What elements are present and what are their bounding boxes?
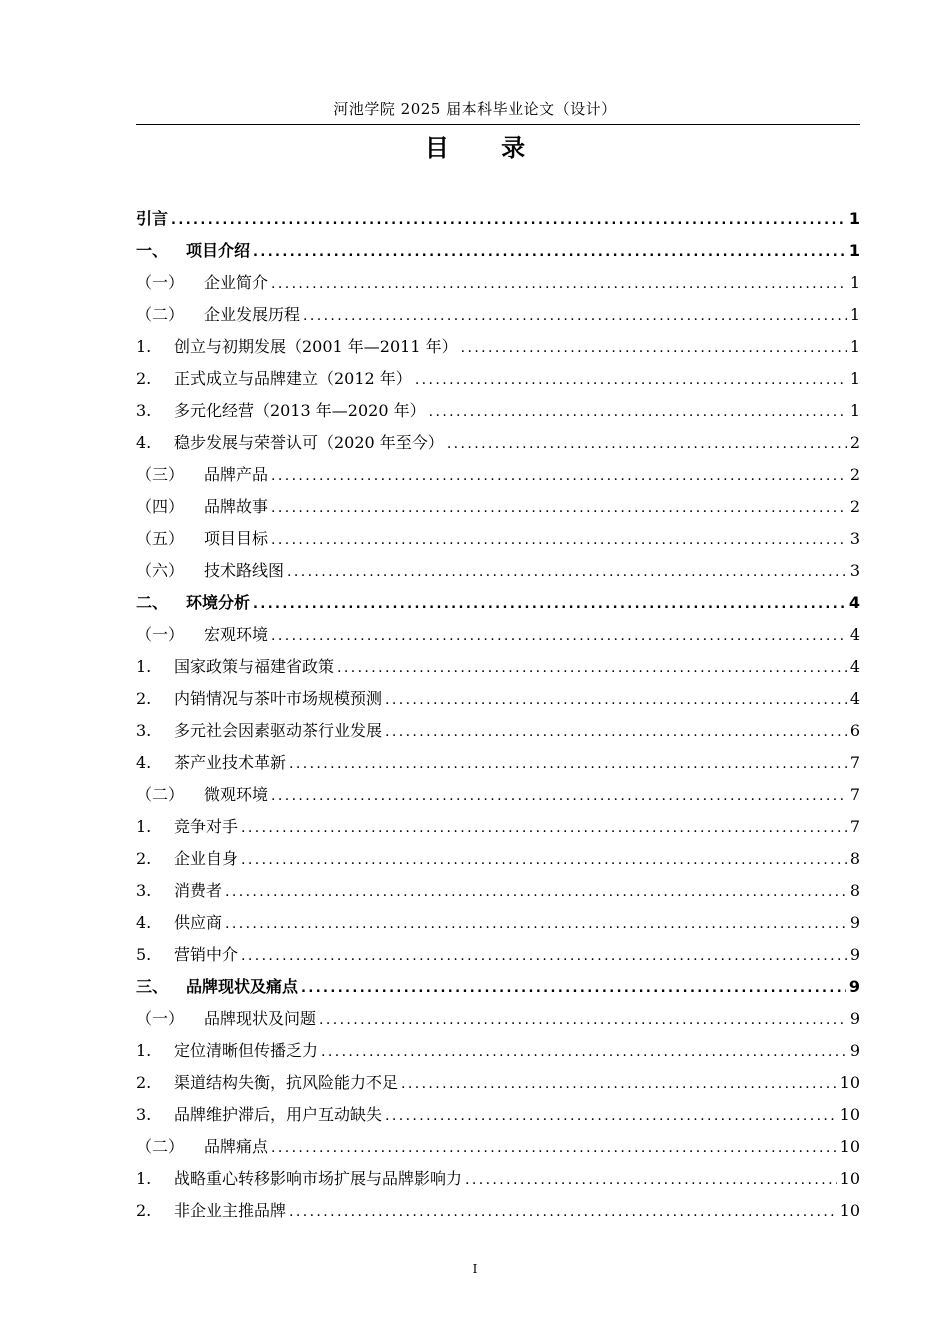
toc-entry[interactable] xyxy=(136,459,860,491)
toc-entry-page: 3 xyxy=(849,529,860,548)
toc-leader-dots xyxy=(289,1196,837,1227)
toc-entry-number: 4. xyxy=(136,753,152,772)
footer-page-number: I xyxy=(472,1262,478,1276)
header-rule xyxy=(136,124,860,125)
toc-list xyxy=(136,203,860,1227)
toc-leader-dots xyxy=(287,556,847,587)
toc-entry-number: 3. xyxy=(136,1105,152,1124)
toc-leader-dots xyxy=(385,684,847,715)
toc-entry-title: 品牌现状及问题 xyxy=(204,1009,317,1028)
toc-leader-dots xyxy=(401,1068,837,1099)
toc-leader-dots xyxy=(241,812,847,843)
toc-entry-page: 10 xyxy=(839,1073,860,1092)
toc-entry-title: 企业发展历程 xyxy=(204,305,301,324)
toc-entry-title: 环境分析 xyxy=(186,593,251,612)
toc-entry-number: 2. xyxy=(136,1201,152,1220)
toc-leader-dots xyxy=(271,492,847,523)
toc-entry[interactable] xyxy=(136,683,860,715)
toc-entry-number: （六） xyxy=(136,561,185,580)
toc-entry-title: 引言 xyxy=(136,209,169,228)
toc-entry[interactable] xyxy=(136,267,860,299)
toc-entry-title: 供应商 xyxy=(174,913,223,932)
toc-leader-dots xyxy=(271,620,847,651)
toc-entry-title: 内销情况与茶叶市场规模预测 xyxy=(174,689,383,708)
toc-entry-number: （五） xyxy=(136,529,185,548)
toc-entry-page: 2 xyxy=(849,497,860,516)
toc-leader-dots xyxy=(385,716,847,747)
toc-entry-number: 2. xyxy=(136,369,152,388)
toc-entry[interactable] xyxy=(136,363,860,395)
toc-leader-dots xyxy=(301,973,846,1003)
toc-entry-page: 7 xyxy=(849,817,860,836)
toc-entry-number: 2. xyxy=(136,689,152,708)
toc-leader-dots xyxy=(461,332,847,363)
toc-entry-title: 多元化经营（2013 年—2020 年） xyxy=(174,401,426,420)
toc-entry-page: 1 xyxy=(849,305,860,324)
toc-leader-dots xyxy=(171,205,846,235)
toc-entry-number: 1. xyxy=(136,817,152,836)
toc-entry-title: 宏观环境 xyxy=(204,625,269,644)
toc-entry-page: 10 xyxy=(839,1201,860,1220)
toc-leader-dots xyxy=(321,1036,847,1067)
header-text: 河池学院 2025 届本科毕业论文（设计） xyxy=(333,100,617,118)
toc-entry[interactable] xyxy=(136,939,860,971)
toc-entry[interactable] xyxy=(136,1003,860,1035)
toc-entry-title: 渠道结构失衡，抗风险能力不足 xyxy=(174,1073,399,1092)
toc-entry-page: 4 xyxy=(849,689,860,708)
toc-entry-number: （二） xyxy=(136,1137,185,1156)
toc-entry-number: 3. xyxy=(136,721,152,740)
toc-entry-title: 品牌维护滞后，用户互动缺失 xyxy=(174,1105,383,1124)
toc-leader-dots xyxy=(225,876,847,907)
toc-entry-page: 10 xyxy=(839,1169,860,1188)
toc-entry-title: 非企业主推品牌 xyxy=(174,1201,287,1220)
toc-leader-dots xyxy=(253,237,846,267)
toc-entry-page: 9 xyxy=(848,977,860,996)
toc-entry[interactable] xyxy=(136,555,860,587)
toc-entry[interactable] xyxy=(136,715,860,747)
toc-entry[interactable] xyxy=(136,971,860,1003)
toc-entry[interactable] xyxy=(136,523,860,555)
toc-entry[interactable] xyxy=(136,427,860,459)
toc-entry-page: 1 xyxy=(849,401,860,420)
toc-entry[interactable] xyxy=(136,1163,860,1195)
toc-leader-dots xyxy=(225,908,847,939)
toc-entry-page: 4 xyxy=(849,625,860,644)
toc-entry[interactable] xyxy=(136,1195,860,1227)
toc-entry-title: 国家政策与福建省政策 xyxy=(174,657,335,676)
toc-title: 目 录 xyxy=(424,134,548,162)
toc-entry-page: 9 xyxy=(849,945,860,964)
toc-entry-page: 10 xyxy=(839,1105,860,1124)
toc-entry-page: 8 xyxy=(849,849,860,868)
toc-entry-page: 4 xyxy=(848,593,860,612)
toc-entry-page: 7 xyxy=(849,785,860,804)
toc-entry-number: （一） xyxy=(136,625,185,644)
toc-leader-dots xyxy=(303,300,847,331)
toc-leader-dots xyxy=(271,1132,837,1163)
toc-entry-number: （二） xyxy=(136,785,185,804)
toc-entry[interactable] xyxy=(136,203,860,235)
toc-entry-number: 1. xyxy=(136,337,152,356)
toc-entry-page: 1 xyxy=(848,241,860,260)
toc-entry-page: 10 xyxy=(839,1137,860,1156)
toc-entry-title: 项目介绍 xyxy=(186,241,251,260)
toc-entry-number: （三） xyxy=(136,465,185,484)
toc-leader-dots xyxy=(241,940,847,971)
toc-leader-dots xyxy=(447,428,847,459)
toc-entry[interactable] xyxy=(136,843,860,875)
toc-leader-dots xyxy=(271,524,847,555)
toc-entry-page: 7 xyxy=(849,753,860,772)
toc-entry[interactable] xyxy=(136,651,860,683)
toc-entry-title: 营销中介 xyxy=(174,945,239,964)
toc-entry-number: （一） xyxy=(136,273,185,292)
toc-entry[interactable] xyxy=(136,1099,860,1131)
toc-entry-page: 1 xyxy=(849,337,860,356)
toc-entry[interactable] xyxy=(136,491,860,523)
toc-entry-title: 稳步发展与荣誉认可（2020 年至今） xyxy=(174,433,444,452)
toc-entry-number: 1. xyxy=(136,1169,152,1188)
toc-entry-page: 3 xyxy=(849,561,860,580)
toc-entry-page: 1 xyxy=(849,369,860,388)
toc-entry-number: 三、 xyxy=(136,977,169,996)
toc-entry-title: 消费者 xyxy=(174,881,223,900)
toc-entry-title: 技术路线图 xyxy=(204,561,285,580)
toc-entry-title: 项目目标 xyxy=(204,529,269,548)
toc-entry-title: 正式成立与品牌建立（2012 年） xyxy=(174,369,412,388)
toc-leader-dots xyxy=(465,1164,837,1195)
toc-entry[interactable] xyxy=(136,907,860,939)
toc-entry-title: 茶产业技术革新 xyxy=(174,753,287,772)
toc-entry-number: 一、 xyxy=(136,241,169,260)
toc-leader-dots xyxy=(289,748,847,779)
toc-entry[interactable] xyxy=(136,1067,860,1099)
toc-entry[interactable] xyxy=(136,779,860,811)
toc-entry[interactable] xyxy=(136,395,860,427)
toc-leader-dots xyxy=(415,364,847,395)
toc-leader-dots xyxy=(385,1100,837,1131)
toc-entry-number: 4. xyxy=(136,913,152,932)
toc-entry-title: 企业简介 xyxy=(204,273,269,292)
toc-entry[interactable] xyxy=(136,235,860,267)
toc-leader-dots xyxy=(253,589,846,619)
toc-entry-page: 9 xyxy=(849,1009,860,1028)
toc-entry-title: 品牌痛点 xyxy=(204,1137,269,1156)
toc-entry[interactable] xyxy=(136,331,860,363)
toc-leader-dots xyxy=(271,460,847,491)
toc-entry-page: 1 xyxy=(848,209,860,228)
toc-leader-dots xyxy=(429,396,847,427)
toc-entry-title: 企业自身 xyxy=(174,849,239,868)
toc-entry[interactable] xyxy=(136,587,860,619)
toc-entry[interactable] xyxy=(136,875,860,907)
toc-entry-title: 微观环境 xyxy=(204,785,269,804)
toc-leader-dots xyxy=(241,844,847,875)
toc-entry-page: 9 xyxy=(849,1041,860,1060)
toc-entry-title: 多元社会因素驱动茶行业发展 xyxy=(174,721,383,740)
toc-entry-number: 二、 xyxy=(136,593,169,612)
toc-entry-title: 品牌产品 xyxy=(204,465,269,484)
toc-entry-number: 1. xyxy=(136,1041,152,1060)
toc-entry-page: 9 xyxy=(849,913,860,932)
toc-entry-page: 1 xyxy=(849,273,860,292)
toc-entry-number: （二） xyxy=(136,305,185,324)
toc-entry-title: 竞争对手 xyxy=(174,817,239,836)
toc-leader-dots xyxy=(337,652,847,683)
toc-entry[interactable] xyxy=(136,1035,860,1067)
toc-entry[interactable] xyxy=(136,811,860,843)
toc-entry-number: （四） xyxy=(136,497,185,516)
toc-entry-page: 4 xyxy=(849,657,860,676)
toc-leader-dots xyxy=(319,1004,847,1035)
toc-entry-page: 8 xyxy=(849,881,860,900)
toc-entry-title: 定位清晰但传播乏力 xyxy=(174,1041,319,1060)
toc-entry[interactable] xyxy=(136,619,860,651)
toc-entry-title: 创立与初期发展（2001 年—2011 年） xyxy=(174,337,458,356)
toc-entry-page: 2 xyxy=(849,465,860,484)
toc-entry[interactable] xyxy=(136,299,860,331)
toc-entry-number: （一） xyxy=(136,1009,185,1028)
toc-entry[interactable] xyxy=(136,1131,860,1163)
toc-entry-title: 战略重心转移影响市场扩展与品牌影响力 xyxy=(174,1169,463,1188)
toc-entry-title: 品牌现状及痛点 xyxy=(186,977,299,996)
toc-entry-title: 品牌故事 xyxy=(204,497,269,516)
toc-entry-page: 2 xyxy=(849,433,860,452)
toc-entry-number: 1. xyxy=(136,657,152,676)
toc-entry-number: 2. xyxy=(136,849,152,868)
toc-entry-number: 3. xyxy=(136,881,152,900)
toc-entry-number: 5. xyxy=(136,945,152,964)
toc-entry[interactable] xyxy=(136,747,860,779)
toc-entry-page: 6 xyxy=(849,721,860,740)
toc-leader-dots xyxy=(271,780,847,811)
toc-entry-number: 4. xyxy=(136,433,152,452)
toc-entry-number: 2. xyxy=(136,1073,152,1092)
toc-leader-dots xyxy=(271,268,847,299)
toc-entry-number: 3. xyxy=(136,401,152,420)
